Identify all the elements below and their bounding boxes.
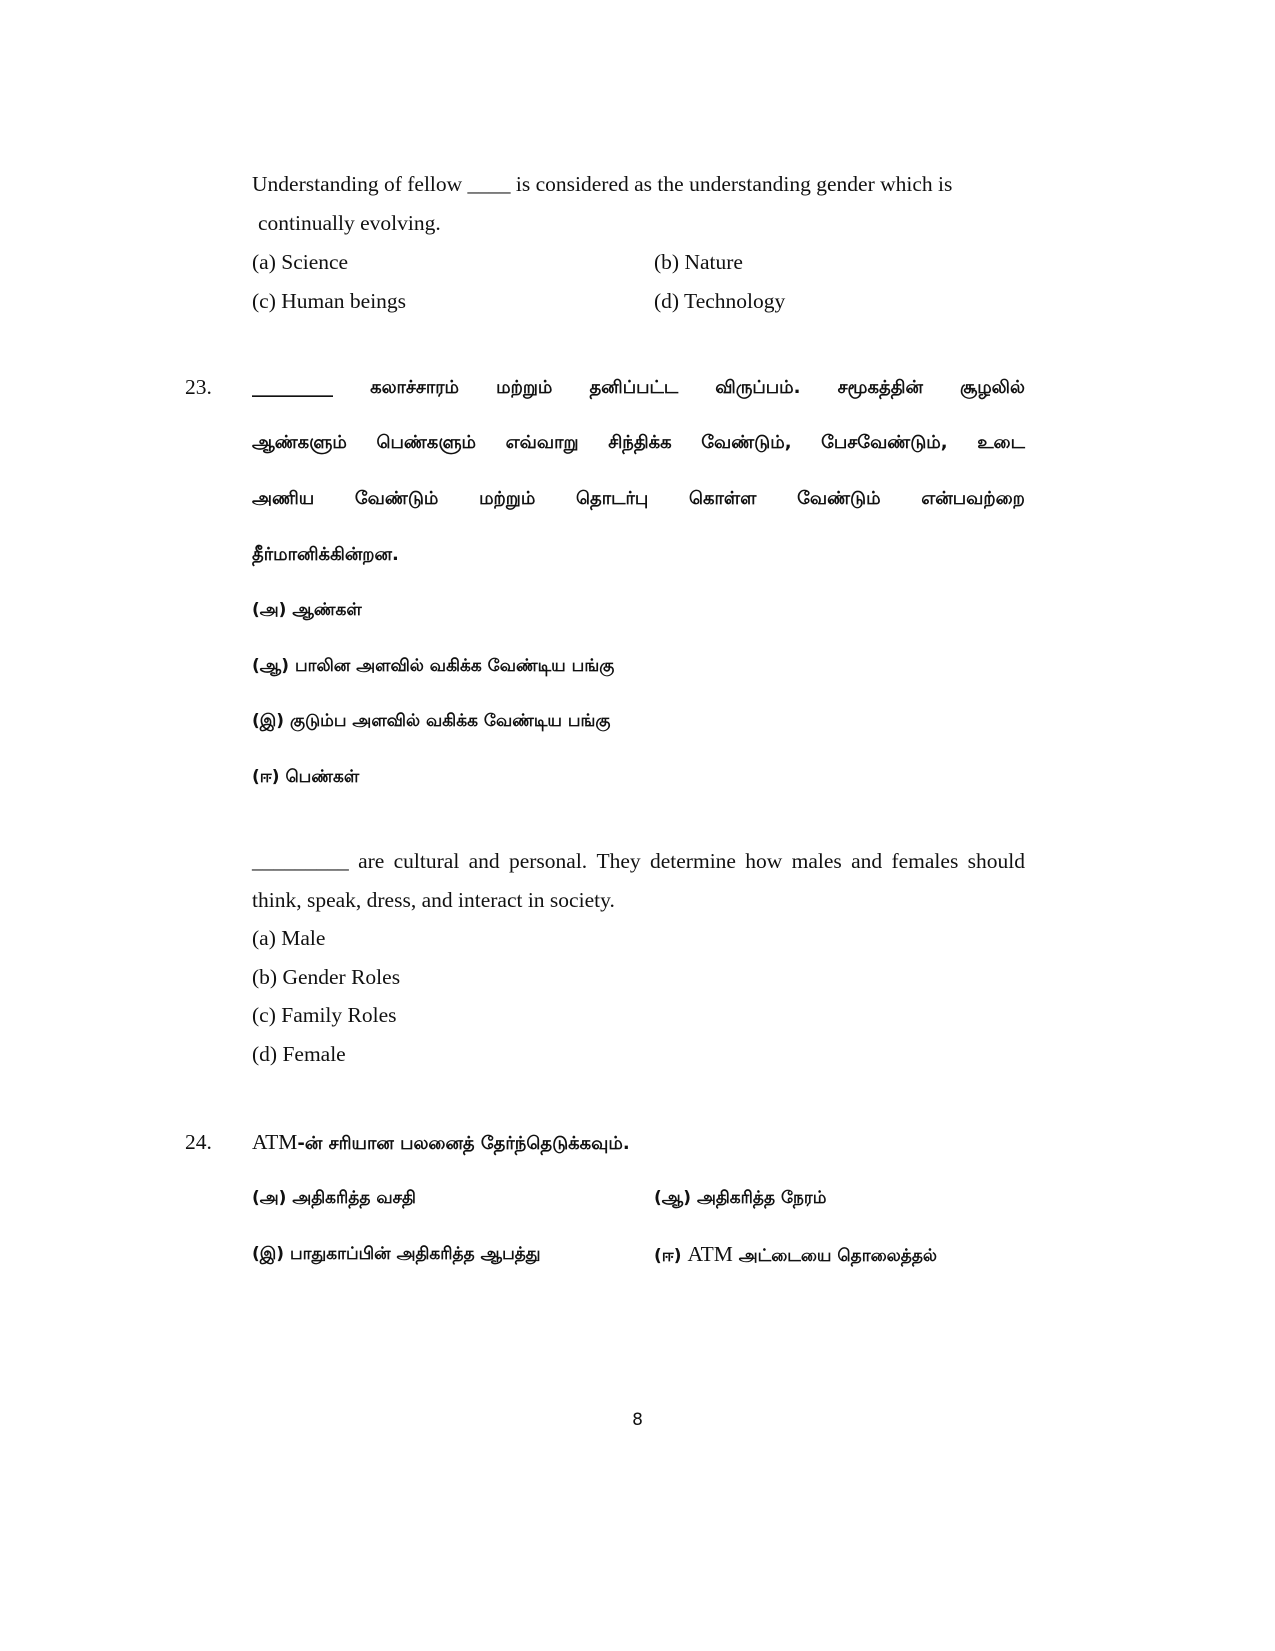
q24-option-c: (இ) பாதுகாப்பின் அதிகரித்த ஆபத்து: [252, 1244, 541, 1264]
q22-option-b: (b) Nature: [654, 250, 743, 274]
q24-option-b: (ஆ) அதிகரித்த நேரம்: [654, 1188, 827, 1208]
q23-tamil-word: வேண்டும்: [797, 488, 881, 509]
q24-stem-tamil: -ன் சரியான பலனைத் தேர்ந்தெடுக்கவும்.: [297, 1133, 630, 1154]
q24-option-d: [654, 1242, 937, 1268]
q23-english-word: and: [468, 849, 500, 873]
q23-tamil-word: வேண்டும்: [354, 488, 439, 509]
q24-option-a: (அ) அதிகரித்த வசதி: [252, 1188, 416, 1208]
q23-tamil-line-3: [252, 488, 1025, 510]
q22-option-a: (a) Science: [252, 250, 349, 274]
q23-tamil-word: சிந்திக்க: [608, 432, 672, 453]
q22-stem-line-2: continually evolving.: [258, 211, 441, 235]
q23-english-line-1: [252, 849, 1025, 875]
q23-tamil-word: மற்றும்: [479, 488, 536, 509]
q23-tamil-word: என்பவற்றை: [921, 488, 1025, 509]
q23-english-word: should: [967, 849, 1025, 873]
q23-tamil-word: கொள்ள: [688, 488, 757, 509]
q23-english-word: are: [358, 849, 385, 873]
page-number: 8: [632, 1410, 643, 1430]
q23-tamil-word: பெண்களும்: [376, 432, 477, 453]
q23-english-option-b: (b) Gender Roles: [252, 965, 401, 989]
q24-stem: [252, 1130, 630, 1156]
q23-number: 23.: [185, 375, 212, 399]
q24-option-d-prefix: (ஈ): [654, 1246, 688, 1266]
q24-option-d-suffix: அட்டையை தொலைத்தல்: [732, 1246, 938, 1266]
q23-tamil-word: சூழலில்: [959, 377, 1025, 398]
q22-option-d: (d) Technology: [654, 289, 786, 313]
q23-tamil-word: கலாச்சாரம்: [370, 377, 460, 398]
q23-tamil-word: பேசவேண்டும்,: [821, 432, 948, 453]
q23-tamil-word: ஆண்களும்: [252, 432, 347, 453]
q23-tamil-line-4: தீர்மானிக்கின்றன.: [252, 544, 399, 565]
q23-english-line-2: think, speak, dress, and interact in society.: [252, 888, 615, 912]
q23-tamil-option-d: (ஈ) பெண்கள்: [252, 767, 360, 787]
q22-stem-line-1: Understanding of fellow ____ is considered as the understanding gender which is: [252, 172, 953, 196]
q23-tamil-word: மற்றும்: [496, 377, 553, 398]
q22-option-c: (c) Human beings: [252, 289, 407, 313]
q23-tamil-line-2: [252, 432, 1025, 454]
q23-english-word: cultural: [393, 849, 460, 873]
q24-stem-atm: ATM: [252, 1130, 298, 1154]
q23-english-option-d: (d) Female: [252, 1042, 346, 1066]
q23-tamil-word: தொடர்பு: [576, 488, 649, 509]
q23-tamil-option-a: (அ) ஆண்கள்: [252, 600, 362, 620]
q23-english-word: males: [791, 849, 842, 873]
q23-tamil-word: அணிய: [252, 488, 315, 509]
q23-tamil-word: உடை: [977, 432, 1025, 453]
q23-english-word: and: [851, 849, 883, 873]
q23-tamil-blank: _________: [252, 377, 333, 398]
q24-number: 24.: [185, 1130, 212, 1154]
q23-english-word: females: [891, 849, 959, 873]
q23-english-word: personal.: [508, 849, 588, 873]
q23-tamil-word: தனிப்பட்ட: [589, 377, 679, 398]
q23-tamil-word: வேண்டும்,: [701, 432, 792, 453]
q24-option-d-atm: ATM: [687, 1242, 733, 1266]
q23-english-blank: _________: [252, 849, 349, 873]
q23-tamil-option-b: (ஆ) பாலின அளவில் வகிக்க வேண்டிய பங்கு: [252, 656, 615, 676]
q23-tamil-line-1: [252, 377, 1025, 399]
q23-english-word: They: [596, 849, 641, 873]
q23-english-option-a: (a) Male: [252, 926, 326, 950]
q23-tamil-word: எவ்வாறு: [505, 432, 579, 453]
q23-english-option-c: (c) Family Roles: [252, 1003, 397, 1027]
q23-english-word: how: [745, 849, 783, 873]
q23-tamil-word: சமூகத்தின்: [837, 377, 923, 398]
q23-tamil-word: விருப்பம்.: [715, 377, 801, 398]
q23-english-word: determine: [650, 849, 736, 873]
q23-tamil-option-c: (இ) குடும்ப அளவில் வகிக்க வேண்டிய பங்கு: [252, 711, 611, 731]
